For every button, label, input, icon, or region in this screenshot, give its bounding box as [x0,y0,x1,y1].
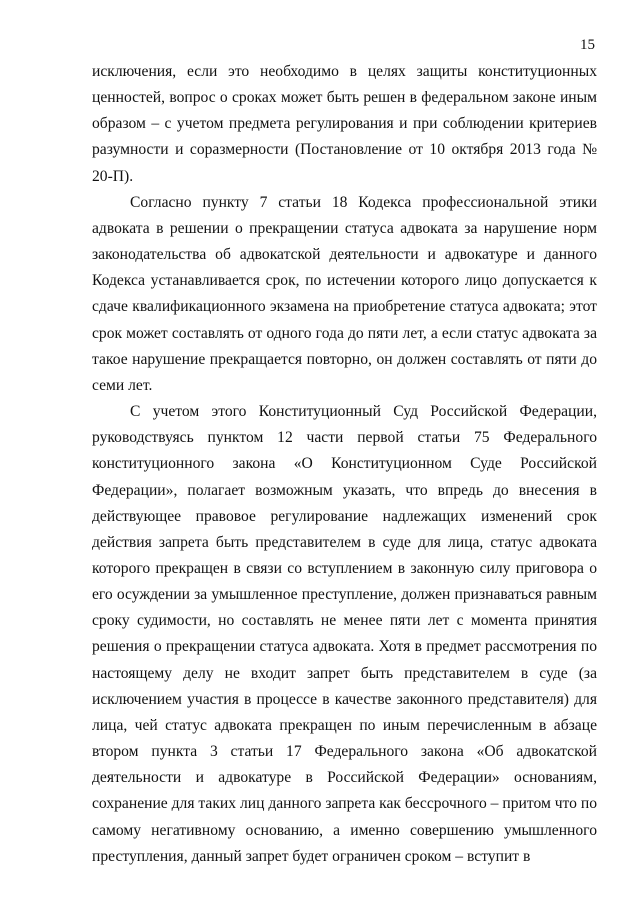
paragraph-ethics-code: Согласно пункту 7 статьи 18 Кодекса профессиональной этики адвоката в решении о прекращении статуса адвоката за нарушение норм законодательства об адвокатской деятельности и адвокатуре и данного Кодекса устанавливается срок, по истечении которого лицо допускается к сдаче квалификационного экзамена на приобретение статуса адвоката; этот срок может составлять от одного года до пяти лет, а если статус адвоката за такое нарушение прекращается повторно, он должен составлять от пяти до семи лет. [92,193,597,394]
document-body [92,59,597,870]
paragraph-court-ruling: С учетом этого Конституционный Суд Российской Федерации, руководствуясь пунктом 12 части первой статьи 75 Федерального конституционного закона «О Конституционном Суде Российской Федерации», полагает возможным указать, что впредь до внесения в действующее правовое регулирование надлежащих изменений срок действия запрета быть представителем в суде для лица, статус адвоката которого прекращен в связи со вступлением в законную силу приговора о его осуждении за умышленное преступление, должен признаваться равным сроку судимости, но составлять не менее пяти лет с момента принятия решения о прекращении статуса адвоката. Хотя в предмет рассмотрения по настоящему делу не входит запрет быть представителем в суде (за исключением участия в процессе в качестве законного представителя) для лица, чей статус адвоката прекращен по иным перечисленным в абзаце втором пункта 3 статьи 17 Федерального закона «Об адвокатской деятельности и адвокатуре в Российской Федерации» основаниям, сохранение для таких лиц данного запрета как бессрочного – притом что по самому негативному основанию, а именно совершению умышленного преступления, данный запрет будет ограничен сроком – вступит в [92,403,597,865]
page-number: 15 [580,37,595,53]
paragraph-continuation: исключения, если это необходимо в целях защиты конституционных ценностей, вопрос о сроках может быть решен в федеральном законе иным образом – с учетом предмета регулирования и при соблюдении критериев разумности и соразмерности (Постановление от 10 октября 2013 года № 20-П). [92,63,597,185]
